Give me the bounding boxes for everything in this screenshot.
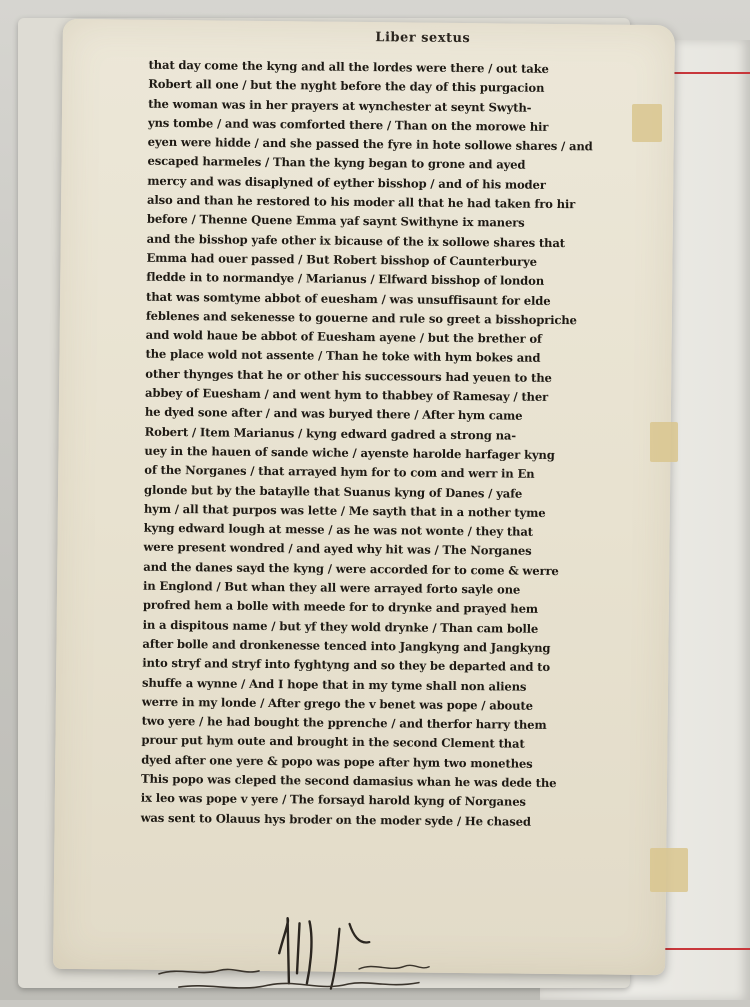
text-line: abbey of Euesham / and went hym to thabbey of Ramesay / ther (145, 385, 549, 404)
text-line: eyen were hidde / and she passed the fyre in hote sollowe shares / and (147, 134, 593, 154)
text-block (141, 56, 649, 833)
text-line: into stryf and stryf into fyghtyng and so they be departed and to (142, 655, 551, 675)
handwritten-signature (149, 912, 450, 1005)
text-line: werre in my londe / After grego the v benet was pope / aboute (141, 694, 533, 713)
text-line: This popo was cleped the second damasius whan he was dede the (140, 771, 557, 791)
text-line: glonde but by the bataylle that Suanus kyng of Danes / yafe (143, 482, 523, 501)
text-line: in a dispitous name / but yf they wold drynke / Than cam bolle (142, 617, 539, 636)
text-line: feblenes and sekenesse to gouerne and rule so greet a bisshopriche (145, 308, 577, 328)
text-line: kyng edward lough at messe / as he was not wonte / they that (143, 520, 534, 539)
book-leaf (53, 19, 675, 975)
text-line: shuffe a wynne / And I hope that in my tyme shall non aliens (141, 675, 527, 694)
paper-tab (632, 104, 662, 142)
text-line: and the danes sayd the kyng / were accorded for to come & werre (143, 559, 559, 578)
text-line: the woman was in her prayers at wynchester at seynt Swyth- (148, 96, 532, 115)
text-line: other thynges that he or other his successours had yeuen to the (145, 366, 552, 385)
paper-tab (650, 422, 678, 462)
text-line: two yere / he had bought the pprenche / and therfor harry them (141, 713, 547, 733)
text-line: mercy and was disaplyned of eyther bisshop / and of his moder (147, 173, 546, 192)
text-line: escaped harmeles / Than the kyng began to grone and ayed (147, 154, 526, 173)
paper-tab (650, 848, 688, 892)
text-line: also and than he restored to his moder all that he had taken fro hir (147, 192, 576, 212)
text-line: fledde in to normandye / Marianus / Elfward bisshop of london (146, 269, 545, 289)
text-line: yns tombe / and was comforted there / Than on the morowe hir (147, 115, 549, 134)
text-line: before / Thenne Quene Emma yaf saynt Swithyne ix maners (146, 212, 525, 231)
text-line: ix leo was pope v yere / The forsayd harold kyng of Norganes (140, 790, 526, 809)
text-line: he dyed sone after / and was buryed there / After hym came (144, 405, 523, 423)
text-line: Robert all one / but the nyght before the day of this purgacion (148, 77, 545, 96)
text-line: the place wold not assente / Than he toke with hym bokes and (145, 347, 541, 366)
text-line: that day come the kyng and all the lordes were there / out take (148, 57, 549, 76)
text-line: uey in the hauen of sande wiche / ayenste harolde harfager kyng (144, 443, 555, 462)
text-line: after bolle and dronkenesse tenced into Jangkyng and Jangkyng (142, 636, 551, 655)
text-line: that was somtyme abbot of euesham / was unsuffisaunt for elde (146, 289, 551, 308)
text-line: profred hem a bolle with meede for to drynke and prayed hem (142, 598, 539, 617)
text-line: and the bisshop yafe other ix bicause of the ix sollowe shares that (146, 231, 566, 250)
text-line: was sent to Olauus hys broder on the moder syde / He chased (140, 810, 531, 829)
text-line: and wold haue be abbot of Euesham ayene / but the brether of (145, 327, 542, 347)
text-line: of the Norganes / that arrayed hym for to com and werr in En (144, 462, 535, 482)
text-line: hym / all that purpos was lette / Me sayth that in a nother tyme (143, 501, 546, 520)
text-line: prour put hym oute and brought in the second Clement that (141, 733, 525, 752)
text-line: dyed after one yere & popo was pope after hym two monethes (141, 752, 533, 771)
text-line: Emma had ouer passed / But Robert bisshop of Caunterburye (146, 250, 537, 269)
text-line: Robert / Item Marianus / kyng edward gadred a strong na- (144, 424, 516, 443)
running-head: Liber sextus (375, 30, 471, 47)
text-line: were present wondred / and ayed why hit was / The Norganes (143, 540, 532, 559)
text-line: in Englond / But whan they all were arrayed forto sayle one (142, 578, 521, 597)
